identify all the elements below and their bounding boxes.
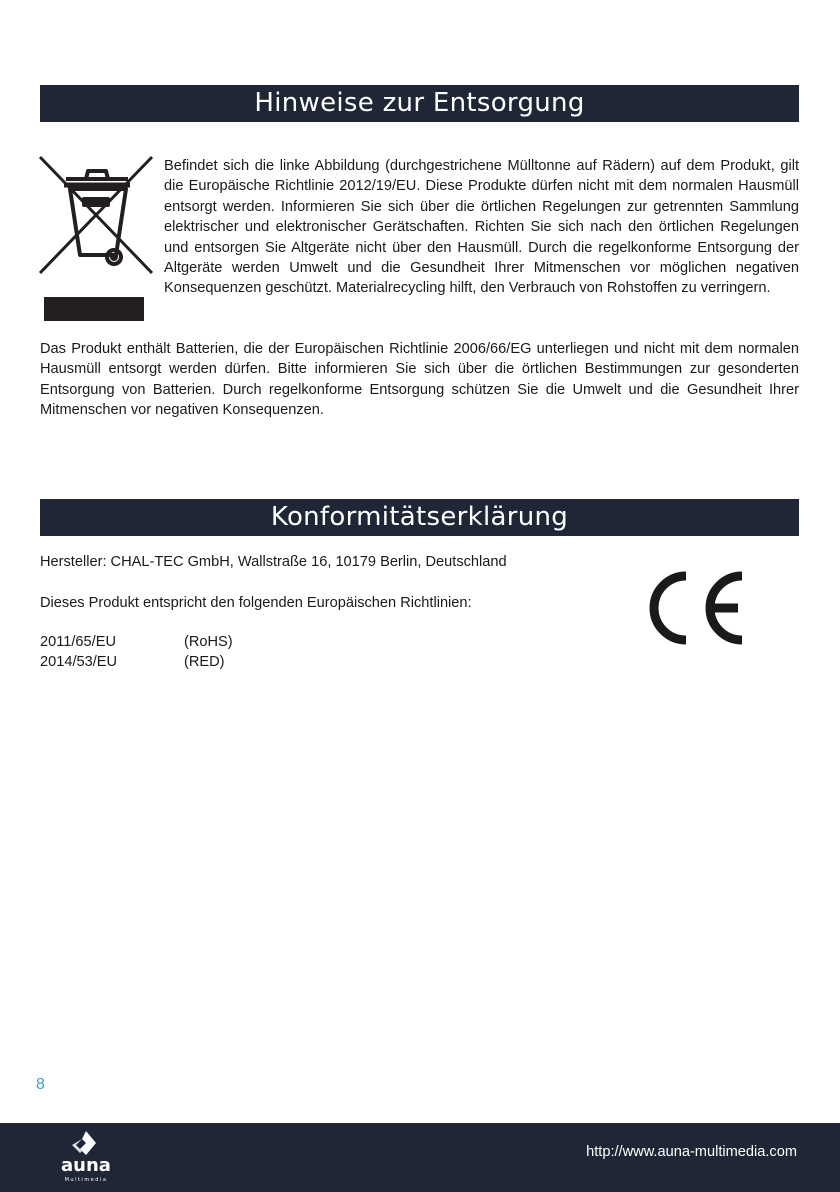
disposal-heading: Hinweise zur Entsorgung: [40, 85, 799, 122]
battery-paragraph: Das Produkt enthält Batterien, die der Europäischen Richtlinie 2006/66/EG unterliegen und nicht mit dem normalen Hausmüll entsorgt werden dürfen. Bitte informieren Sie sich über die örtlichen Bestimmungen zur gesonderten Entsorgung von Batterien. Durch regelkonforme Entsorgung schützen Sie die Umwelt und die Gesundheit Ihrer Mitmenschen vor negativen Konsequenzen.: [40, 341, 799, 419]
conformity-heading: Konformitätserklärung: [40, 499, 799, 536]
footer: [0, 1123, 840, 1192]
conformity-statement: Dieses Produkt entspricht den folgenden Europäischen Richtlinien:: [40, 595, 472, 611]
footer-url-link[interactable]: http://www.auna-multimedia.com: [586, 1144, 797, 1160]
manufacturer-line: Hersteller: CHAL-TEC GmbH, Wallstraße 16, 10179 Berlin, Deutschland: [40, 554, 507, 570]
directive-code: 2011/65/EU: [40, 634, 116, 650]
page-number: 8: [36, 1076, 45, 1093]
directive-name: (RoHS): [184, 634, 233, 650]
weee-black-bar: [44, 297, 144, 321]
disposal-paragraph: Befindet sich die linke Abbildung (durchgestrichene Mülltonne auf Rädern) auf dem Produkt, gilt die Europäische Richtlinie 2012/19/EU. Diese Produkte dürfen nicht mit dem normalen Hausmüll entsorgt werden. Informieren Sie sich über die örtlichen Regelungen zur getrennten Sammlung elektrischer und elektronischer Gerätschaften. Richten Sie sich nach den örtlichen Regelungen und entsorgen Sie Altgeräte nicht über den Hausmüll. Durch die regelkonforme Entsorgung der Altgeräte werden Umwelt und die Gesundheit Ihrer Mitmenschen vor möglichen negativen Konsequenzen geschützt. Materialrecycling hilft, den Verbrauch von Rohstoffen zu verringern.: [164, 158, 799, 297]
directive-code: 2014/53/EU: [40, 654, 118, 670]
logo-text: auna: [61, 1155, 111, 1176]
directive-name: (RED): [184, 654, 225, 670]
ce-mark-icon: [646, 570, 750, 646]
logo-subtext: Multimedia: [64, 1177, 108, 1183]
auna-logo: [46, 1129, 126, 1185]
